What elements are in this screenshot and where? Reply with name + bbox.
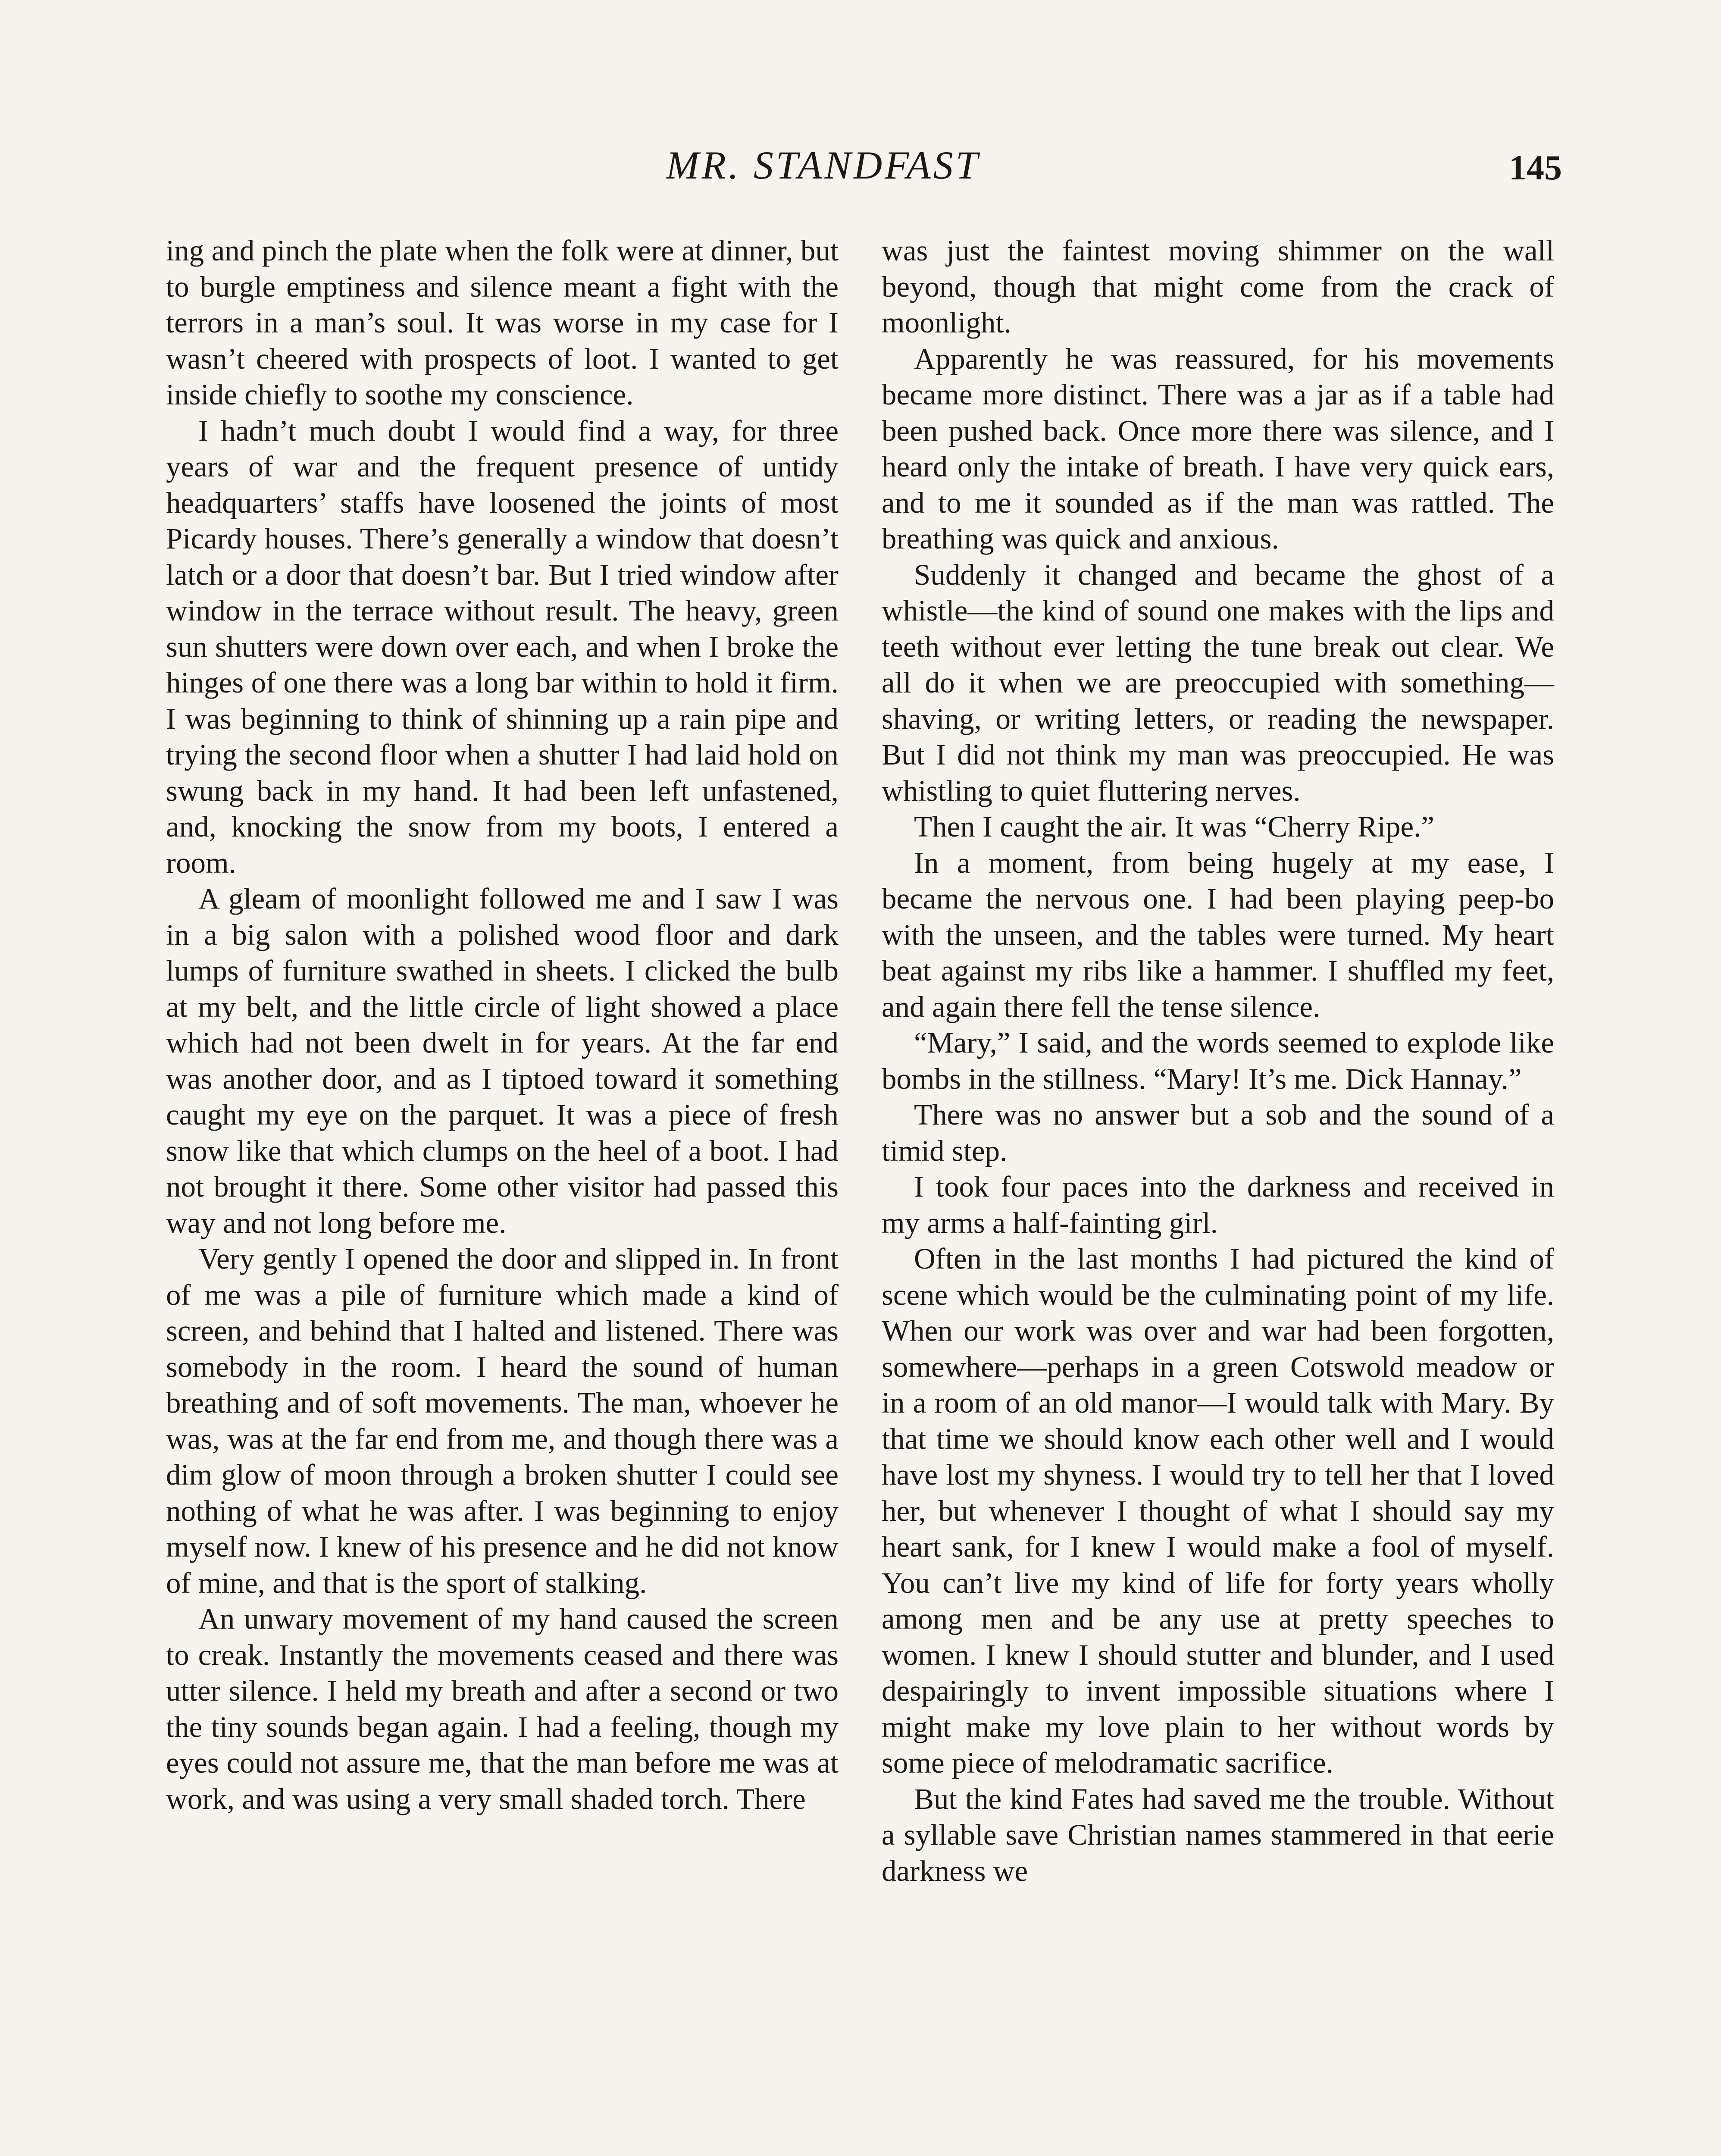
paragraph: An unwary movement of my hand caused the screen to creak. Instantly the movements ceased and there was utter silence. I held my breath and after a second or two the tiny sounds began again. I had a feeling, though my eyes could not assure me, that the man before me was at work, and was using a very small shaded torch. There (166, 1602, 839, 1815)
paragraph: A gleam of moonlight followed me and I saw I was in a big salon with a polished wood floor and dark lumps of furniture swathed in sheets. I clicked the bulb at my belt, and the little circle of light showed a place which had not been dwelt in for years. At the far end was another door, and as I tiptoed toward it something caught my eye on the parquet. It was a piece of fresh snow like that which clumps on the heel of a boot. I had not brought it there. Some other visitor had passed this way and not long before me. (166, 882, 839, 1239)
page-header (0, 142, 1721, 198)
paragraph: ing and pinch the plate when the folk were at dinner, but to burgle emptiness and silence meant a fight with the terrors in a man’s soul. It was worse in my case for I wasn’t cheered with prospects of loot. I wanted to get inside chiefly to soothe my conscience. (166, 234, 839, 411)
paragraph: There was no answer but a sob and the sound of a timid step. (882, 1098, 1554, 1167)
running-head: MR. STANDFAST (666, 143, 980, 187)
left-column (166, 233, 839, 1817)
paragraph: was just the faintest moving shimmer on the wall beyond, though that might come from the crack of moonlight. (882, 234, 1554, 339)
paragraph: In a moment, from being hugely at my ease, I became the nervous one. I had been playing peep-bo with the unseen, and the tables were turned. My heart beat against my ribs like a hammer. I shuffled my feet, and again there fell the tense silence. (882, 846, 1554, 1023)
paragraph: Very gently I opened the door and slipped in. In front of me was a pile of furniture which made a kind of screen, and behind that I halted and listened. There was somebody in the room. I heard the sound of human breathing and of soft movements. The man, whoever he was, was at the far end from me, and though there was a dim glow of moon through a broken shutter I could see nothing of what he was after. I was beginning to enjoy myself now. I knew of his presence and he did not know of mine, and that is the sport of stalking. (166, 1242, 839, 1599)
page-number: 145 (1509, 148, 1562, 187)
paragraph: Often in the last months I had pictured the kind of scene which would be the culminating point of my life. When our work was over and war had been forgotten, somewhere—perhaps in a green Cotswold meadow or in a room of an old manor—I would talk with Mary. By that time we should know each other well and I would have lost my shyness. I would try to tell her that I loved her, but whenever I thought of what I should say my heart sank, for I knew I would make a fool of myself. You can’t live my kind of life for forty years wholly among men and be any use at pretty speeches to women. I knew I should stutter and blunder, and I used despairingly to invent impossible situations where I might make my love plain to her without words by some piece of melodramatic sacrifice. (882, 1242, 1554, 1779)
paragraph: “Mary,” I said, and the words seemed to explode like bombs in the stillness. “Mary! It’s me. Dick Hannay.” (882, 1026, 1554, 1095)
paragraph: I took four paces into the darkness and received in my arms a half-fainting girl. (882, 1170, 1554, 1239)
paragraph: Then I caught the air. It was “Cherry Ripe.” (914, 810, 1435, 843)
paragraph: Apparently he was reassured, for his movements became more distinct. There was a jar as if a table had been pushed back. Once more there was silence, and I heard only the intake of breath. I have very quick ears, and to me it sounded as if the man was rattled. The breathing was quick and anxious. (882, 342, 1554, 555)
right-column (882, 233, 1554, 1889)
paragraph: But the kind Fates had saved me the trouble. Without a syllable save Christian names stammered in that eerie darkness we (882, 1782, 1554, 1887)
paragraph: I hadn’t much doubt I would find a way, for three years of war and the frequent presence of untidy headquarters’ staffs have loosened the joints of most Picardy houses. There’s generally a window that doesn’t latch or a door that doesn’t bar. But I tried window after window in the terrace without result. The heavy, green sun shutters were down over each, and when I broke the hinges of one there was a long bar within to hold it firm. I was beginning to think of shinning up a rain pipe and trying the second floor when a shutter I had laid hold on swung back in my hand. It had been left unfastened, and, knocking the snow from my boots, I entered a room. (166, 414, 839, 879)
paragraph: Suddenly it changed and became the ghost of a whistle—the kind of sound one makes with the lips and teeth without ever letting the tune break out clear. We all do it when we are preoccupied with something—shaving, or writing letters, or reading the newspaper. But I did not think my man was preoccupied. He was whistling to quiet fluttering nerves. (882, 558, 1554, 807)
